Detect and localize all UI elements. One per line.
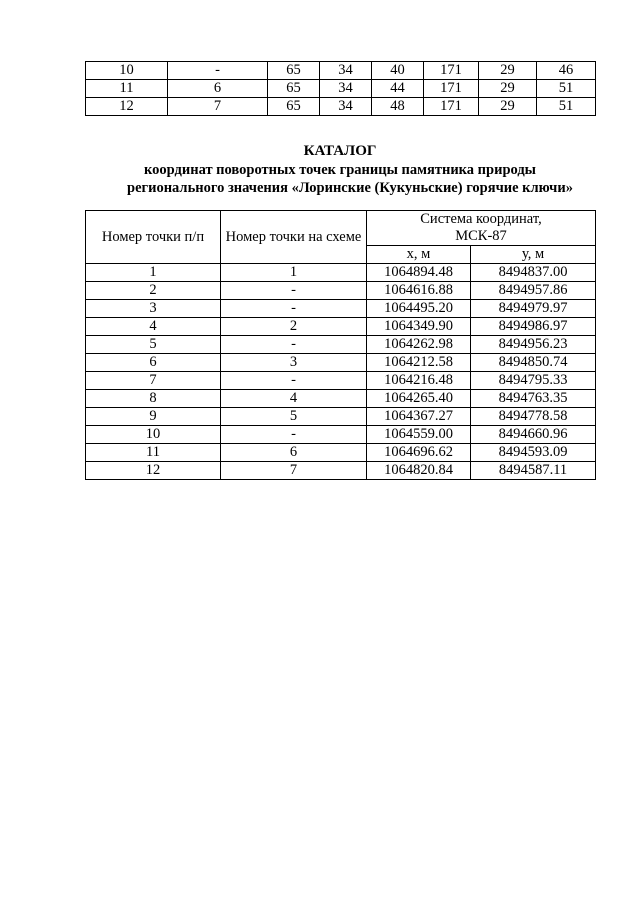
catalog-heading: [85, 142, 595, 197]
table-cell: 5: [86, 336, 221, 354]
table-cell: 8494986.97: [471, 318, 596, 336]
table-cell: 8494593.09: [471, 444, 596, 462]
table-cell: 8494850.74: [471, 354, 596, 372]
table-cell: 1064559.00: [367, 426, 471, 444]
table-cell: 7: [221, 462, 367, 480]
table-cell: 2: [86, 282, 221, 300]
table-cell: 51: [537, 80, 596, 98]
table-row: [86, 98, 596, 116]
table-cell: 6: [86, 354, 221, 372]
table-row: [86, 264, 596, 282]
table-cell: -: [221, 372, 367, 390]
table-cell: 171: [424, 98, 479, 116]
catalog-subtitle-line-1: координат поворотных точек границы памятника природы: [143, 162, 537, 178]
continuation-table: [85, 61, 596, 116]
table-cell: 12: [86, 98, 168, 116]
header-x: х, м: [367, 246, 471, 264]
table-cell: 29: [479, 98, 537, 116]
header-coordinate-system-line-2: МСК-87: [455, 228, 507, 244]
table-cell: 1: [86, 264, 221, 282]
table-cell: 5: [221, 408, 367, 426]
table-cell: 1064262.98: [367, 336, 471, 354]
table-cell: 11: [86, 444, 221, 462]
table-cell: 34: [320, 62, 372, 80]
table-row: [86, 462, 596, 480]
table-cell: 51: [537, 98, 596, 116]
table-cell: 65: [268, 98, 320, 116]
table-row: [86, 390, 596, 408]
header-coordinate-system-line-1: Система координат,: [420, 211, 542, 227]
table-cell: 8494763.35: [471, 390, 596, 408]
coordinates-table: [85, 210, 596, 480]
table-row: [86, 444, 596, 462]
header-coordinate-system: [367, 211, 596, 246]
table-cell: 7: [168, 98, 268, 116]
table-cell: 48: [372, 98, 424, 116]
table-cell: 8494957.86: [471, 282, 596, 300]
table-cell: 8494660.96: [471, 426, 596, 444]
table-cell: 9: [86, 408, 221, 426]
table-row: [86, 408, 596, 426]
table-cell: 3: [86, 300, 221, 318]
table-row: [86, 62, 596, 80]
table-cell: 1064212.58: [367, 354, 471, 372]
table-row: [86, 300, 596, 318]
table-cell: 29: [479, 62, 537, 80]
table-cell: 8: [86, 390, 221, 408]
table-cell: 1064495.20: [367, 300, 471, 318]
table-cell: 8494837.00: [471, 264, 596, 282]
table-cell: 4: [86, 318, 221, 336]
table-cell: -: [221, 426, 367, 444]
table-cell: 8494778.58: [471, 408, 596, 426]
catalog-subtitle-line-2: регионального значения «Лоринские (Кукуньские) горячие ключи»: [127, 180, 573, 196]
table-cell: 8494956.23: [471, 336, 596, 354]
table-cell: 46: [537, 62, 596, 80]
table-cell: 1064265.40: [367, 390, 471, 408]
catalog-title: КАТАЛОГ: [303, 143, 377, 159]
continuation-table-body: [86, 62, 596, 116]
table-cell: 1064216.48: [367, 372, 471, 390]
table-cell: 12: [86, 462, 221, 480]
table-cell: 1064616.88: [367, 282, 471, 300]
table-cell: 8494587.11: [471, 462, 596, 480]
table-cell: 8494795.33: [471, 372, 596, 390]
table-cell: 171: [424, 62, 479, 80]
header-y: у, м: [471, 246, 596, 264]
table-cell: 6: [221, 444, 367, 462]
coordinates-table-body: [86, 264, 596, 480]
table-cell: 6: [168, 80, 268, 98]
header-scheme-point: Номер точки на схеме: [221, 211, 367, 264]
table-cell: -: [221, 336, 367, 354]
table-row: [86, 80, 596, 98]
table-cell: 3: [221, 354, 367, 372]
table-cell: 1064820.84: [367, 462, 471, 480]
table-row: [86, 354, 596, 372]
table-cell: 1064349.90: [367, 318, 471, 336]
table-cell: 171: [424, 80, 479, 98]
table-row: [86, 372, 596, 390]
table-cell: 10: [86, 426, 221, 444]
header-point-number: Номер точки п/п: [86, 211, 221, 264]
table-cell: -: [168, 62, 268, 80]
table-cell: -: [221, 282, 367, 300]
table-cell: 11: [86, 80, 168, 98]
table-row: [86, 336, 596, 354]
table-cell: 1064367.27: [367, 408, 471, 426]
table-row: [86, 426, 596, 444]
table-cell: 1: [221, 264, 367, 282]
table-cell: 1064894.48: [367, 264, 471, 282]
table-cell: 29: [479, 80, 537, 98]
table-cell: -: [221, 300, 367, 318]
table-cell: 65: [268, 80, 320, 98]
table-cell: 44: [372, 80, 424, 98]
table-cell: 2: [221, 318, 367, 336]
table-row: [86, 318, 596, 336]
table-cell: 34: [320, 80, 372, 98]
table-cell: 8494979.97: [471, 300, 596, 318]
table-cell: 10: [86, 62, 168, 80]
table-cell: 40: [372, 62, 424, 80]
table-row: [86, 282, 596, 300]
table-cell: 65: [268, 62, 320, 80]
table-cell: 7: [86, 372, 221, 390]
table-cell: 4: [221, 390, 367, 408]
table-cell: 1064696.62: [367, 444, 471, 462]
table-cell: 34: [320, 98, 372, 116]
